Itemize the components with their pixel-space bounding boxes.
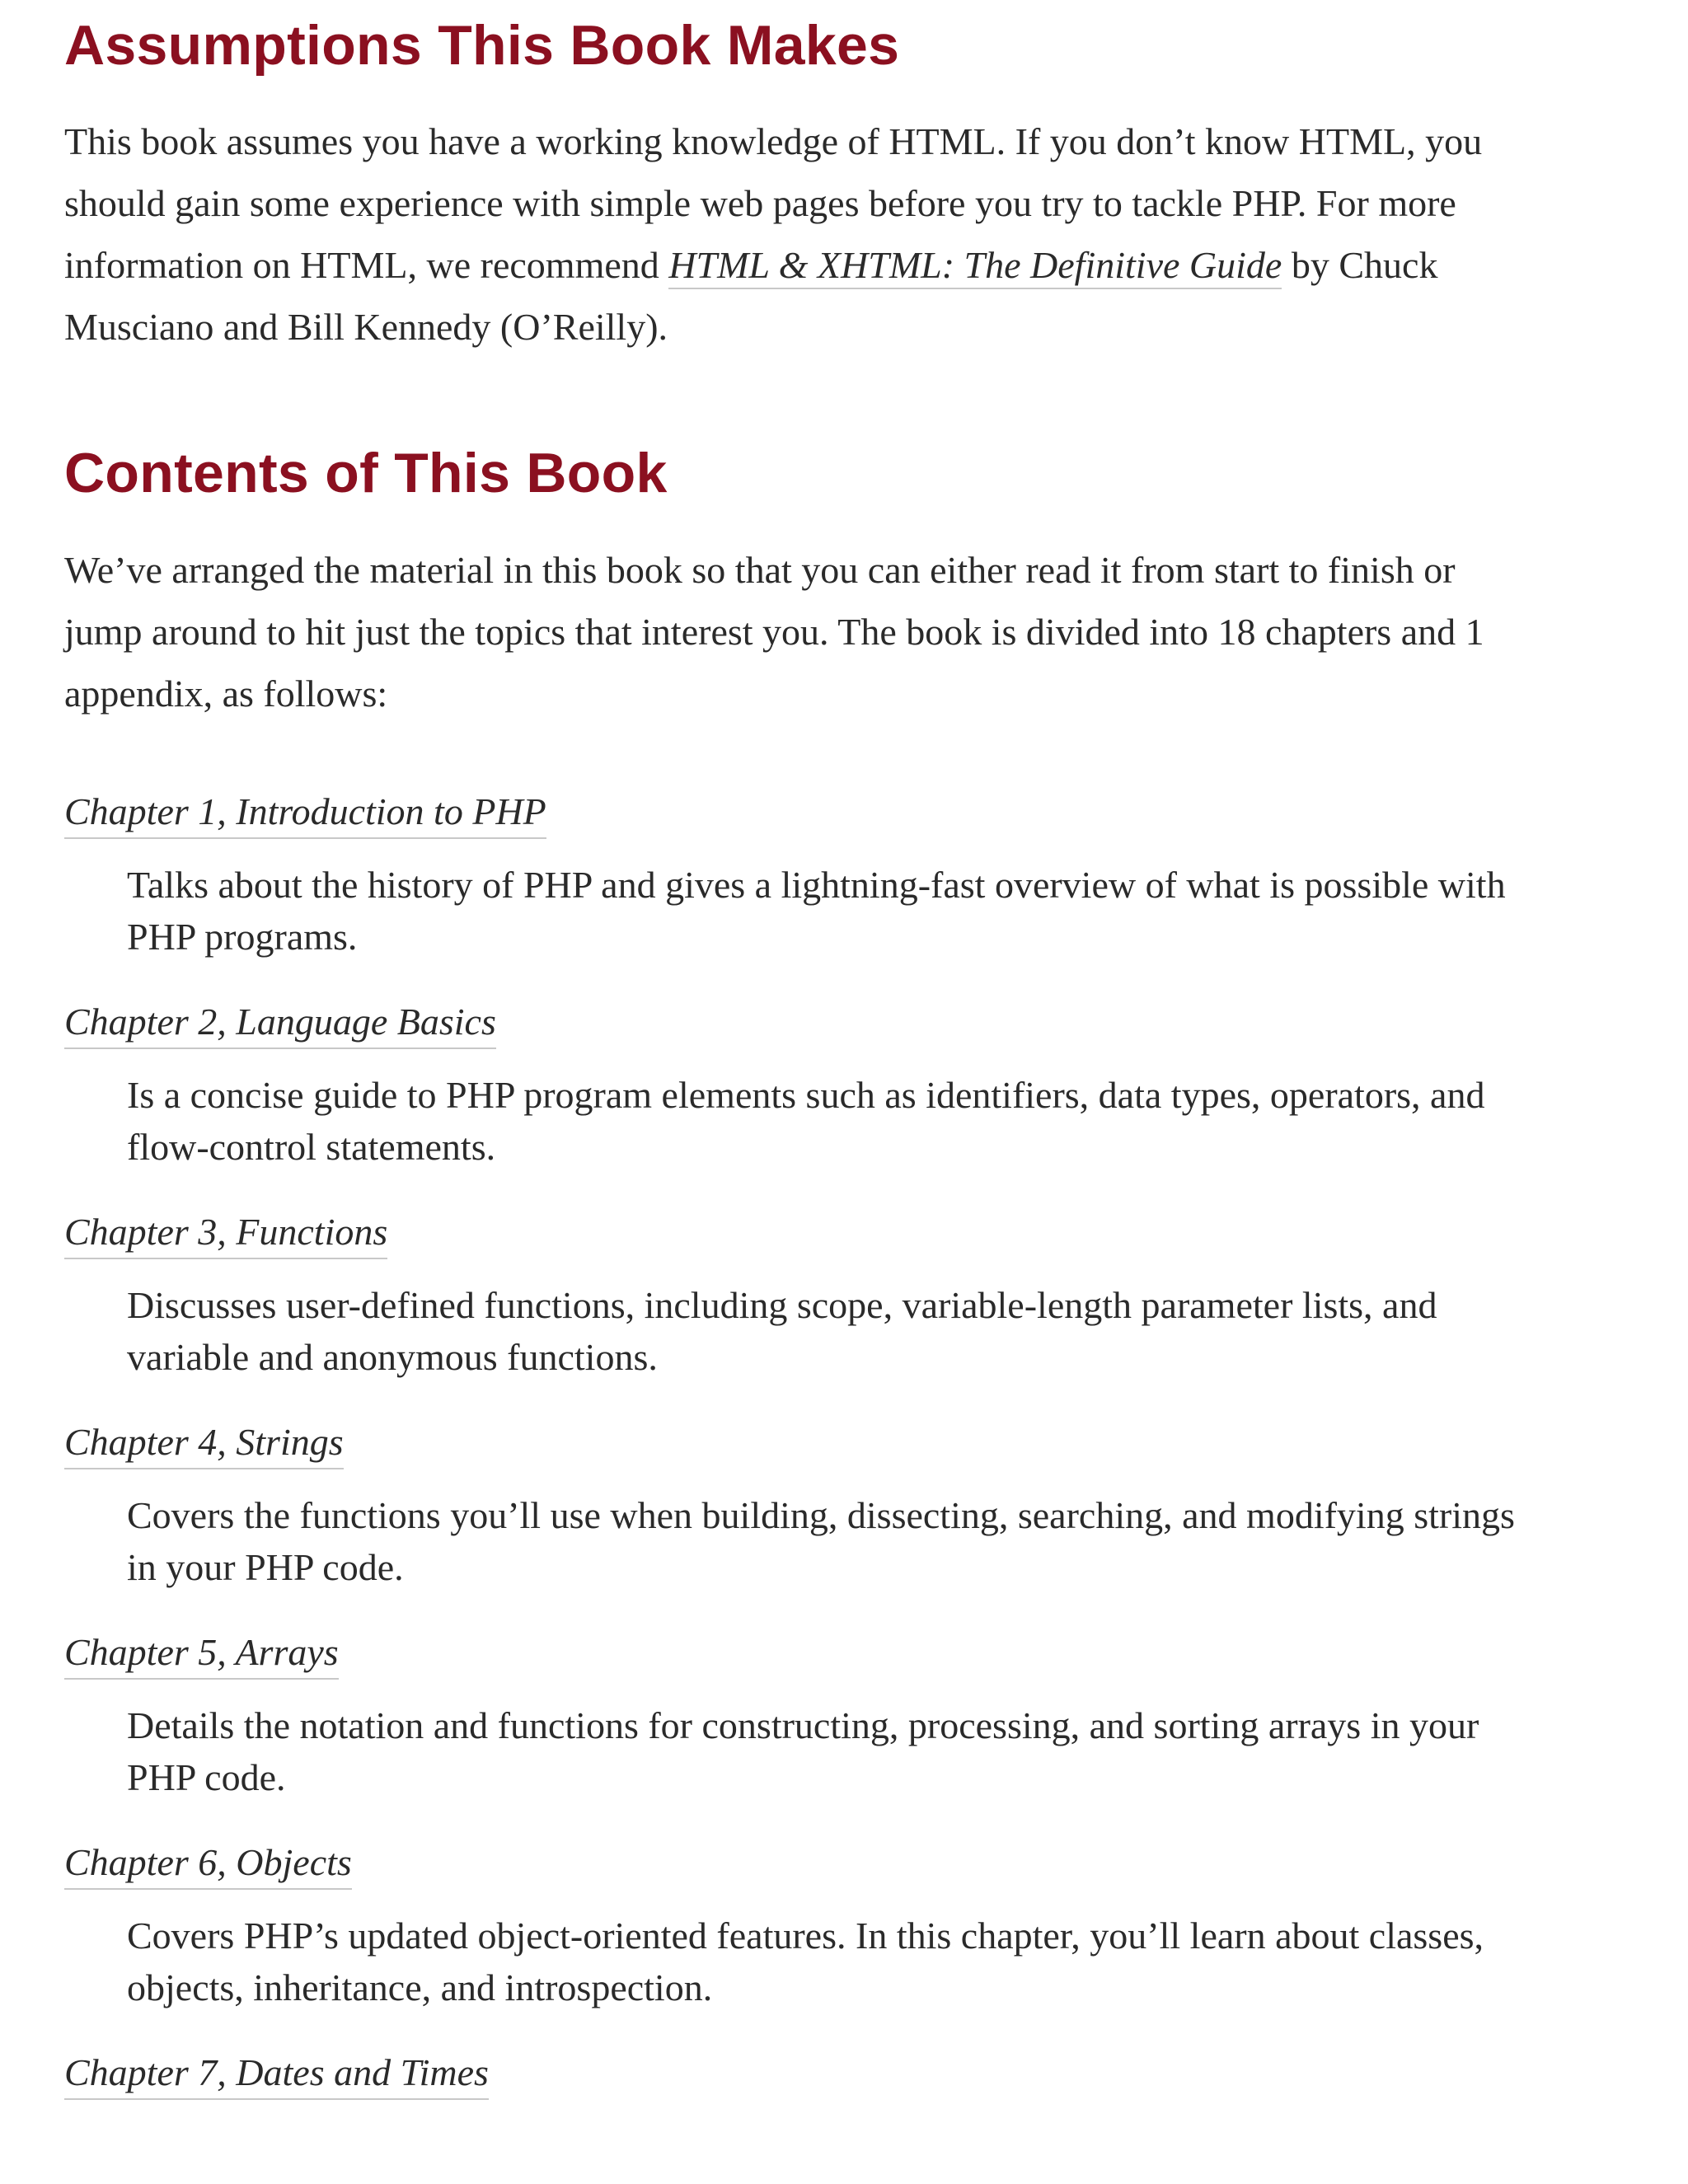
- chapter-link[interactable]: Chapter 3, Functions: [64, 1207, 387, 1259]
- chapter-link[interactable]: Chapter 2, Language Basics: [64, 997, 496, 1049]
- section-heading-assumptions: Assumptions This Book Makes: [64, 14, 900, 77]
- chapter-description: Covers PHP’s updated object-oriented features. In this chapter, you’ll learn about classes, objects, inheritance, and introspection.: [127, 1915, 1484, 2008]
- chapter-link[interactable]: Chapter 6, Objects: [64, 1838, 352, 1890]
- chapter-description: Covers the functions you’ll use when building, dissecting, searching, and modifying strings in your PHP code.: [127, 1494, 1515, 1588]
- chapter-entry: [64, 997, 1515, 1173]
- chapter-description: Talks about the history of PHP and gives a lightning-fast overview of what is possible with PHP programs.: [127, 864, 1506, 958]
- chapter-description: Details the notation and functions for constructing, processing, and sorting arrays in your PHP code.: [127, 1704, 1479, 1798]
- chapter-description: Discusses user-defined functions, including scope, variable-length parameter lists, and variable and anonymous functions.: [127, 1284, 1437, 1378]
- section-heading-contents: Contents of This Book: [64, 442, 668, 504]
- book-reference-link[interactable]: HTML & XHTML: The Definitive Guide: [668, 244, 1282, 289]
- contents-intro-paragraph: We’ve arranged the material in this book so that you can either read it from start to finish or jump around to hit just the topics that interest you. The book is divided into 18 chapters and 1 appendix, as follows:: [64, 549, 1484, 715]
- chapter-link[interactable]: Chapter 1, Introduction to PHP: [64, 787, 546, 839]
- chapter-entry: [64, 1418, 1515, 1593]
- chapter-entry: [64, 1207, 1515, 1383]
- chapter-entry: [64, 2048, 1515, 2100]
- chapter-description: Is a concise guide to PHP program elements such as identifiers, data types, operators, and flow-control statements.: [127, 1074, 1485, 1168]
- chapter-list: [64, 787, 1515, 2135]
- assumptions-text-after: by Chuck Musciano and Bill Kennedy (O’Reilly).: [64, 244, 1438, 348]
- chapter-link[interactable]: Chapter 5, Arrays: [64, 1628, 339, 1680]
- chapter-entry: [64, 1838, 1515, 2013]
- chapter-link[interactable]: Chapter 7, Dates and Times: [64, 2048, 489, 2100]
- chapter-link[interactable]: Chapter 4, Strings: [64, 1418, 344, 1469]
- assumptions-text-before: This book assumes you have a working knowledge of HTML. If you don’t know HTML, you should gain some experience with simple web pages before you try to tackle PHP. For more information on HTML, we recommend: [64, 120, 1483, 286]
- assumptions-paragraph: [64, 110, 1515, 358]
- chapter-entry: [64, 1628, 1515, 1803]
- chapter-entry: [64, 787, 1515, 963]
